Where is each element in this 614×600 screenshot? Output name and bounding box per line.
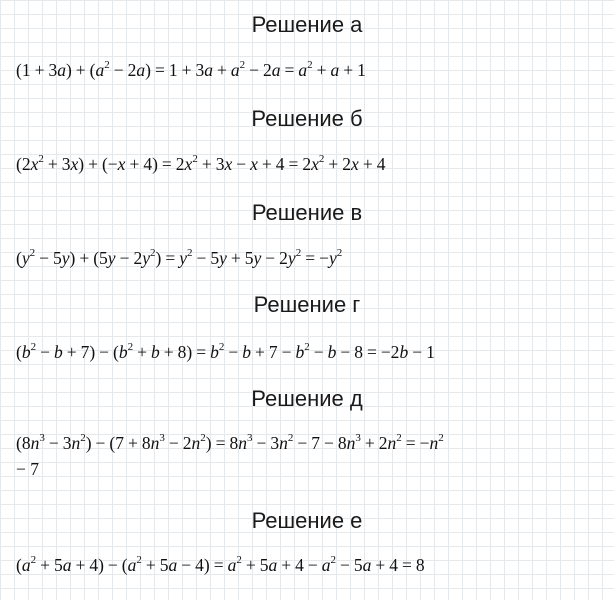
solution-b-formula: $(2x^2 + 3x) + (-x + 4) = 2x^2 + 3x - x + 4 = 2x^2 + 2x + 4$ — [16, 153, 386, 174]
solution-d-formula: $(8n^3 - 3n^2) - (7 + 8n^3 - 2n^2) = 8n^3 - 3n^2 - 7 - 8n^3 + 2n^2 = -n^2$ − 7 — [16, 432, 444, 479]
solution-d-title: Решение д — [251, 386, 363, 411]
solution-v-formula: $(y^2 - 5y) + (5y - 2y^2) = y^2 - 5y + 5y - 2y^2 = -y^2$ — [16, 247, 343, 268]
solution-e-formula: $(a^2 + 5a + 4) - (a^2 + 5a - 4) = a^2 + 5a + 4 - a^2 - 5a + 4 = 8$ — [16, 554, 425, 575]
solution-a-title: Решение а — [251, 12, 363, 37]
solution-b-title: Решение б — [251, 106, 363, 131]
solution-g-formula: $(b^2 - b + 7) - (b^2 + b + 8) = b^2 - b + 7 - b^2 - b - 8 = -2b - 1$ — [16, 341, 435, 362]
solution-g-title: Решение г — [253, 292, 361, 317]
solution-a-formula: $(1 + 3a) + (a^2 - 2a) = 1 + 3a + a^2 - 2a = a^2 + a + 1$ — [16, 59, 366, 80]
solution-v-title: Решение в — [251, 200, 363, 225]
solution-e-title: Решение е — [251, 508, 363, 533]
